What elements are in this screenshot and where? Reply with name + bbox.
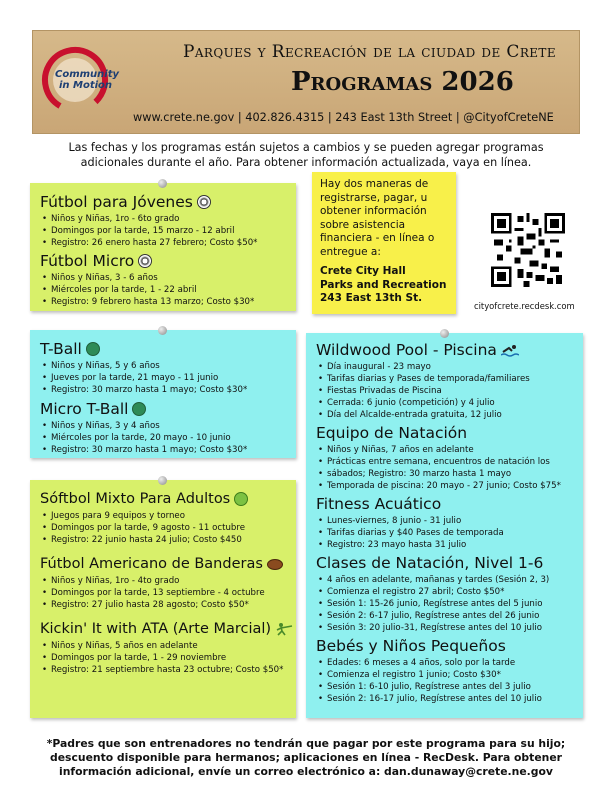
program-title-text: Fútbol Micro (40, 252, 135, 270)
note-registration (312, 172, 456, 314)
note-adults (30, 480, 296, 718)
detail-item: • Registro: 30 marzo hasta 1 mayo; Costo $30* (40, 384, 288, 396)
program-section (316, 637, 575, 705)
detail-item: • Cerrada: 6 junio (competición) y 4 julio (316, 397, 575, 409)
pushpin-icon (158, 179, 167, 188)
program-details (316, 361, 575, 421)
program-section (40, 193, 288, 249)
detail-item: • Juegos para 9 equipos y torneo (40, 510, 288, 522)
detail-item: • Comienza el registro 1 junio; Costo $30* (316, 669, 575, 681)
detail-item: • Sesión 1: 15-26 junio, Regístrese antes del 5 junio (316, 598, 575, 610)
text-line: Crete City Hall (320, 265, 406, 277)
program-title (40, 620, 288, 638)
program-title (40, 400, 288, 418)
pushpin-icon (440, 329, 449, 338)
note-pool (306, 333, 583, 718)
program-title (40, 555, 288, 573)
program-section (316, 495, 575, 551)
program-details (316, 515, 575, 551)
detail-item: • Registro: 9 febrero hasta 13 marzo; Costo $30* (40, 296, 288, 308)
disclaimer: Las fechas y los programas están sujetos a cambios y se pueden agregar programas adicionales durante el año. Para obtener información actualizada, vaya en línea. (68, 141, 544, 169)
program-title (40, 490, 288, 508)
detail-item: • Temporada de piscina: 20 mayo - 27 junio; Costo $75* (316, 480, 575, 492)
detail-item: • Niños y Niñas, 1ro - 4to grado (40, 575, 288, 587)
note-soccer (30, 183, 296, 311)
detail-item: • Comienza el registro 27 abril; Costo $50* (316, 586, 575, 598)
detail-item: • Niños y Niñas, 1ro - 6to grado (40, 213, 288, 225)
detail-item: • Registro: 30 marzo hasta 1 mayo; Costo $30* (40, 444, 288, 456)
program-title-text: Wildwood Pool - Piscina (316, 341, 497, 359)
footer-note: *Padres que son entrenadores no tendrán que pagar por este programa para su hijo; descuento disponible para hermanos; aplicaciones en línea - RecDesk. Para obtener información adicional, envíe un correo electrónico a: dan.dunaway@crete.ne.gov (46, 737, 566, 778)
text-line: financiera - en línea o (320, 232, 435, 244)
tball-icon (132, 402, 146, 416)
program-section (40, 555, 288, 611)
program-section (316, 424, 575, 492)
detail-item: • Niños y Niñas, 3 y 4 años (40, 420, 288, 432)
header-banner (32, 30, 580, 134)
program-details (40, 640, 288, 676)
contact-line: www.crete.ne.gov | 402.826.4315 | 243 East 13th Street | @CityofCreteNE (133, 111, 554, 124)
detail-item: • Registro: 26 enero hasta 27 febrero; Costo $50* (40, 237, 288, 249)
detail-item: • Edades: 6 meses a 4 años, solo por la tarde (316, 657, 575, 669)
logo-text: Community in Motion (55, 69, 120, 91)
detail-item: • Tarifas diarias y Pases de temporada/familiares (316, 373, 575, 385)
detail-item: • Niños y Niñas, 7 años en adelante (316, 444, 575, 456)
detail-item: • Tarifas diarias y $40 Pases de temporada (316, 527, 575, 539)
detail-item: • Miércoles por la tarde, 1 - 22 abril (40, 284, 288, 296)
program-title-text: Kickin' It with ATA (Arte Marcial) (40, 621, 272, 637)
program-title (40, 252, 288, 270)
program-details (40, 575, 288, 611)
detail-item: • Domingos por la tarde, 9 agosto - 11 octubre (40, 522, 288, 534)
page-subtitle: Programas 2026 (291, 67, 514, 97)
text-line: entregue a: (320, 245, 381, 258)
karate-icon (275, 622, 293, 636)
program-section (40, 490, 288, 546)
text-line: Hay dos maneras de (320, 178, 429, 190)
program-title (316, 424, 575, 442)
registration-address (320, 265, 448, 306)
program-title-text: Fútbol para Jóvenes (40, 193, 193, 211)
program-title-text: Sóftbol Mixto Para Adultos (40, 491, 231, 507)
detail-item: • sábados; Registro: 30 marzo hasta 1 mayo (316, 468, 575, 480)
text-line: 243 East 13th St. (320, 292, 423, 304)
detail-item: • Sesión 3: 20 julio-31, Regístrese antes del 10 julio (316, 622, 575, 634)
softball-icon (234, 492, 248, 506)
swimmer-icon (501, 343, 519, 357)
detail-item: • Domingos por la tarde, 1 - 29 noviembre (40, 652, 288, 664)
program-title (316, 554, 575, 572)
detail-item: • Niños y Niñas, 3 - 6 años (40, 272, 288, 284)
text-line: obtener información (320, 205, 427, 217)
text-line: registrarse, pagar, u (320, 191, 428, 204)
program-details (316, 657, 575, 705)
detail-item: • Domingos por la tarde, 13 septiembre - 4 octubre (40, 587, 288, 599)
detail-item: • Miércoles por la tarde, 20 mayo - 10 junio (40, 432, 288, 444)
text-line: sobre asistencia (320, 218, 406, 231)
detail-item: • Fiestas Privadas de Piscina (316, 385, 575, 397)
program-details (40, 272, 288, 308)
program-title (40, 193, 288, 211)
detail-item: • Jueves por la tarde, 21 mayo - 11 junio (40, 372, 288, 384)
page-title: Parques y Recreación de la ciudad de Crete (183, 42, 556, 62)
program-title-text: Fútbol Americano de Banderas (40, 556, 263, 572)
detail-item: • Registro: 23 mayo hasta 31 julio (316, 539, 575, 551)
pushpin-icon (158, 476, 167, 485)
qr-code[interactable] (491, 213, 565, 287)
note-tball (30, 330, 296, 458)
program-details (40, 213, 288, 249)
program-details (40, 360, 288, 396)
soccer-ball-icon (197, 195, 211, 209)
program-title-text: Fitness Acuático (316, 495, 442, 513)
detail-item: • Sesión 2: 6-17 julio, Regístrese antes del 26 junio (316, 610, 575, 622)
program-details (316, 444, 575, 492)
detail-item: • Sesión 2: 16-17 julio, Regístrese antes del 10 julio (316, 693, 575, 705)
program-details (40, 510, 288, 546)
detail-item: • Registro: 27 julio hasta 28 agosto; Costo $50* (40, 599, 288, 611)
detail-item: • Niños y Niñas, 5 años en adelante (40, 640, 288, 652)
tball-icon (86, 342, 100, 356)
registration-text (320, 178, 448, 259)
program-title (316, 341, 575, 359)
qr-url[interactable]: cityofcrete.recdesk.com (474, 301, 575, 311)
detail-item: • Prácticas entre semana, encuentros de natación los (316, 456, 575, 468)
program-title (316, 495, 575, 513)
program-section (40, 340, 288, 396)
detail-item: • Registro: 22 junio hasta 24 julio; Costo $450 (40, 534, 288, 546)
program-title (316, 637, 575, 655)
program-title-text: T-Ball (40, 340, 82, 358)
detail-item: • Niños y Niñas, 5 y 6 años (40, 360, 288, 372)
program-section (40, 252, 288, 308)
program-section (40, 620, 288, 676)
program-title-text: Equipo de Natación (316, 424, 468, 442)
program-details (40, 420, 288, 456)
detail-item: • Sesión 1: 6-10 julio, Regístrese antes del 3 julio (316, 681, 575, 693)
program-details (316, 574, 575, 634)
program-section (316, 554, 575, 634)
program-title-text: Bebés y Niños Pequeños (316, 637, 506, 655)
program-title-text: Micro T-Ball (40, 400, 129, 418)
program-title-text: Clases de Natación, Nivel 1-6 (316, 554, 544, 572)
pushpin-icon (158, 326, 167, 335)
detail-item: • Domingos por la tarde, 15 marzo - 12 abril (40, 225, 288, 237)
text-line: Parks and Recreation (320, 278, 447, 291)
detail-item: • 4 años en adelante, mañanas y tardes (Sesión 2, 3) (316, 574, 575, 586)
detail-item: • Día del Alcalde-entrada gratuita, 12 julio (316, 409, 575, 421)
program-section (40, 400, 288, 456)
program-section (316, 341, 575, 421)
detail-item: • Día inaugural - 23 mayo (316, 361, 575, 373)
detail-item: • Registro: 21 septiembre hasta 23 octubre; Costo $50* (40, 664, 288, 676)
detail-item: • Lunes-viernes, 8 junio - 31 julio (316, 515, 575, 527)
football-icon (267, 559, 283, 570)
soccer-ball-icon (138, 254, 152, 268)
program-title (40, 340, 288, 358)
